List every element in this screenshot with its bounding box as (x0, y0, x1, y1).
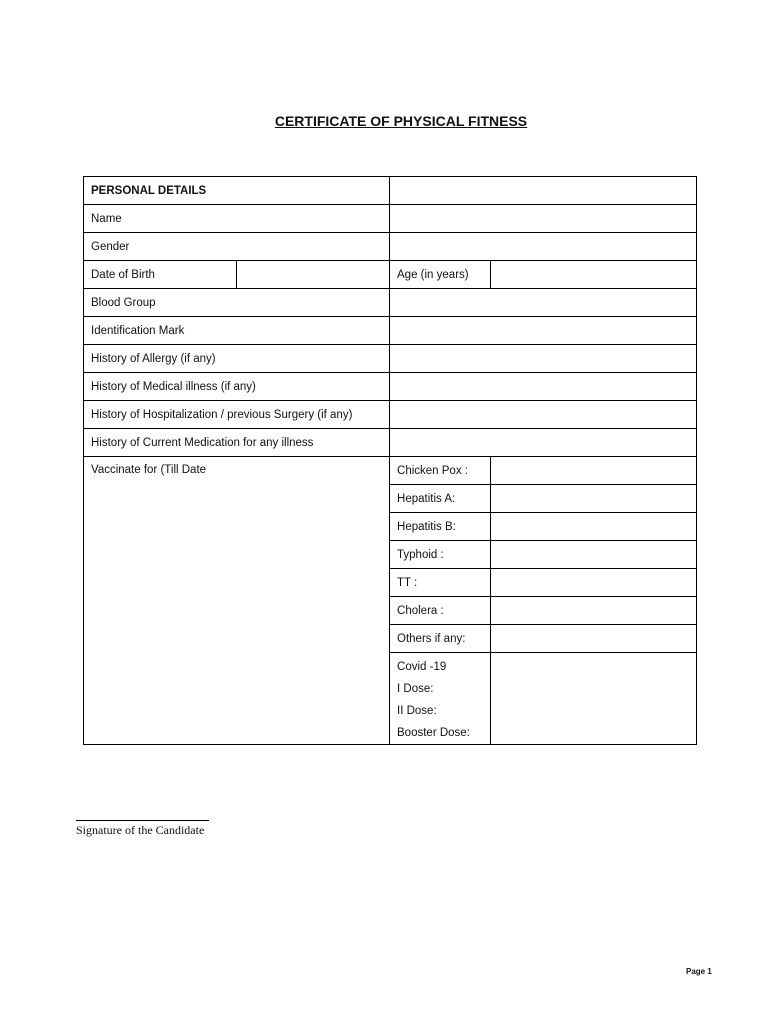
signature-line (76, 820, 209, 821)
vaccine-label-cholera: Cholera : (390, 597, 491, 625)
age-field[interactable] (491, 261, 697, 289)
identification-mark-field[interactable] (390, 317, 697, 345)
covid-dose-2-label: II Dose: (397, 705, 437, 717)
vaccine-field-cholera[interactable] (491, 597, 697, 625)
vaccine-label-tt: TT : (390, 569, 491, 597)
table-row (84, 317, 697, 345)
blood-group-field[interactable] (390, 289, 697, 317)
covid-label: Covid -19 (397, 661, 447, 673)
allergy-field[interactable] (390, 345, 697, 373)
hospitalization-label: History of Hospitalization / previous Surgery (if any) (84, 401, 390, 429)
name-field[interactable] (390, 205, 697, 233)
gender-label: Gender (84, 233, 390, 261)
vaccine-field-tt[interactable] (491, 569, 697, 597)
table-row (84, 457, 697, 485)
medication-field[interactable] (390, 429, 697, 457)
medical-illness-field[interactable] (390, 373, 697, 401)
table-row (84, 177, 697, 205)
table-row (84, 289, 697, 317)
personal-details-header: PERSONAL DETAILS (84, 177, 390, 205)
vaccine-field-hepatitis-b[interactable] (491, 513, 697, 541)
table-row (84, 345, 697, 373)
vaccine-field-others[interactable] (491, 625, 697, 653)
personal-details-header-value (390, 177, 697, 205)
age-label: Age (in years) (390, 261, 491, 289)
table-row (84, 261, 697, 289)
covid-dose-1-label: I Dose: (397, 683, 434, 695)
vaccine-label-hepatitis-b: Hepatitis B: (390, 513, 491, 541)
vaccine-label-others: Others if any: (390, 625, 491, 653)
hospitalization-field[interactable] (390, 401, 697, 429)
vaccine-label-hepatitis-a: Hepatitis A: (390, 485, 491, 513)
vaccine-label-chicken-pox: Chicken Pox : (390, 457, 491, 485)
allergy-label: History of Allergy (if any) (84, 345, 390, 373)
vaccine-field-hepatitis-a[interactable] (491, 485, 697, 513)
covid-booster-label: Booster Dose: (397, 727, 470, 739)
dob-field[interactable] (237, 261, 390, 289)
table-row (84, 401, 697, 429)
table-row (84, 205, 697, 233)
vaccinate-label: Vaccinate for (Till Date (84, 457, 390, 745)
covid-vaccine-cell (390, 653, 491, 745)
vaccine-field-typhoid[interactable] (491, 541, 697, 569)
page-number: Page 1 (686, 967, 712, 976)
table-row (84, 233, 697, 261)
page-title: CERTIFICATE OF PHYSICAL FITNESS (274, 113, 528, 129)
covid-vaccine-field[interactable] (491, 653, 697, 745)
vaccine-label-typhoid: Typhoid : (390, 541, 491, 569)
blood-group-label: Blood Group (84, 289, 390, 317)
gender-field[interactable] (390, 233, 697, 261)
personal-details-table (83, 176, 697, 745)
name-label: Name (84, 205, 390, 233)
identification-mark-label: Identification Mark (84, 317, 390, 345)
dob-label: Date of Birth (84, 261, 237, 289)
table-row (84, 373, 697, 401)
vaccine-field-chicken-pox[interactable] (491, 457, 697, 485)
medication-label: History of Current Medication for any illness (84, 429, 390, 457)
table-row (84, 429, 697, 457)
medical-illness-label: History of Medical illness (if any) (84, 373, 390, 401)
signature-label: Signature of the Candidate (76, 823, 205, 837)
